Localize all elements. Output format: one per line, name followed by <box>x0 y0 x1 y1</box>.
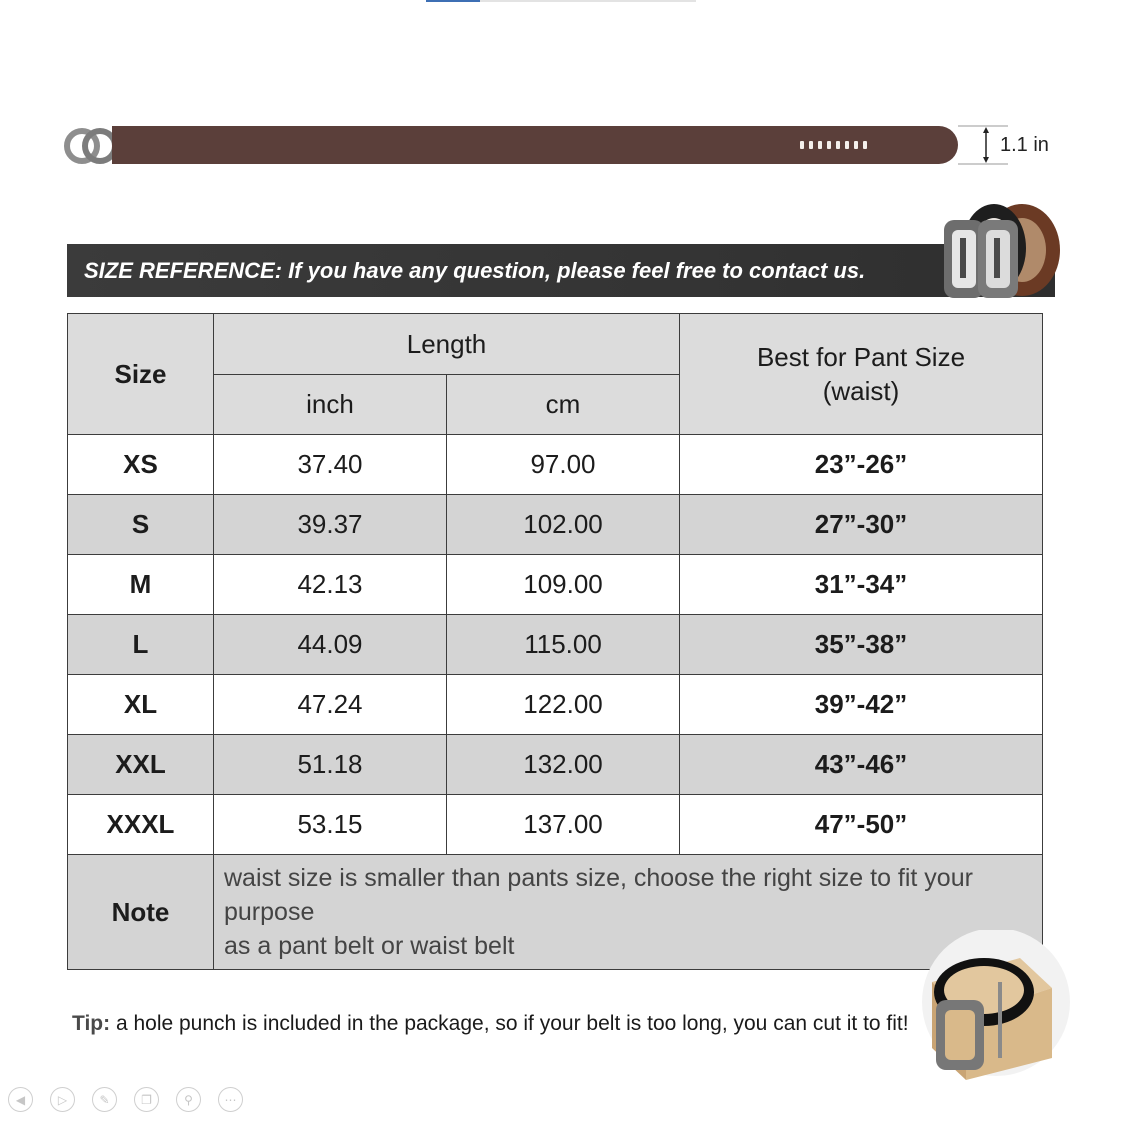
inch-cell: 42.13 <box>214 555 447 615</box>
inch-cell: 51.18 <box>214 735 447 795</box>
size-cell: XXL <box>68 735 214 795</box>
more-icon[interactable]: ⋯ <box>218 1087 243 1112</box>
pant-size-cell: 27”-30” <box>680 495 1043 555</box>
pant-size-cell: 43”-46” <box>680 735 1043 795</box>
page-progress-bar <box>426 0 696 2</box>
belt-hole <box>863 141 867 149</box>
inch-cell: 47.24 <box>214 675 447 735</box>
pant-size-cell: 35”-38” <box>680 615 1043 675</box>
belt-hole <box>827 141 831 149</box>
size-cell: S <box>68 495 214 555</box>
pant-size-header-line2: (waist) <box>822 376 900 406</box>
belt-hole <box>809 141 813 149</box>
cm-header: cm <box>447 375 680 435</box>
belt-width-measure-icon <box>930 124 1010 166</box>
prev-icon[interactable]: ◀ <box>8 1087 33 1112</box>
table-row <box>68 735 1043 795</box>
table-row <box>68 555 1043 615</box>
size-cell: XS <box>68 435 214 495</box>
page-progress-fill <box>426 0 480 2</box>
size-chart-table <box>67 313 1043 970</box>
cm-cell: 122.00 <box>447 675 680 735</box>
pant-size-cell: 23”-26” <box>680 435 1043 495</box>
table-row <box>68 675 1043 735</box>
cm-cell: 137.00 <box>447 795 680 855</box>
pant-size-header <box>680 314 1043 435</box>
zoom-icon[interactable]: ⚲ <box>176 1087 201 1112</box>
cm-cell: 97.00 <box>447 435 680 495</box>
cm-cell: 115.00 <box>447 615 680 675</box>
size-header: Size <box>68 314 214 435</box>
tip-body: a hole punch is included in the package, so if your belt is too long, you can cut it to fit! <box>110 1012 909 1035</box>
belt-hole <box>836 141 840 149</box>
belt-hole <box>845 141 849 149</box>
pant-size-cell: 31”-34” <box>680 555 1043 615</box>
size-cell: XL <box>68 675 214 735</box>
table-row <box>68 495 1043 555</box>
boxed-belt-photo <box>912 930 1074 1080</box>
cm-cell: 109.00 <box>447 555 680 615</box>
banner-text: SIZE REFERENCE: If you have any question, please feel free to contact us. <box>84 258 866 283</box>
length-header: Length <box>214 314 680 375</box>
size-cell: M <box>68 555 214 615</box>
pant-size-header-line1: Best for Pant Size <box>756 342 966 372</box>
inch-cell: 53.15 <box>214 795 447 855</box>
table-row <box>68 435 1043 495</box>
belt-holes <box>800 141 867 149</box>
cm-cell: 102.00 <box>447 495 680 555</box>
belt-hole <box>800 141 804 149</box>
belt-hole <box>854 141 858 149</box>
note-text-line2: as a pant belt or waist belt <box>224 932 515 960</box>
note-row <box>68 855 1043 970</box>
next-icon[interactable]: ▷ <box>50 1087 75 1112</box>
copy-icon[interactable]: ❐ <box>134 1087 159 1112</box>
pen-icon[interactable]: ✎ <box>92 1087 117 1112</box>
note-text-line1: waist size is smaller than pants size, choose the right size to fit your purpose <box>224 864 973 926</box>
cm-cell: 132.00 <box>447 735 680 795</box>
viewer-toolbar <box>8 1087 243 1112</box>
size-reference-banner <box>67 244 1055 297</box>
belt-hole <box>818 141 822 149</box>
note-label: Note <box>68 855 214 970</box>
size-cell: L <box>68 615 214 675</box>
pant-size-cell: 39”-42” <box>680 675 1043 735</box>
inch-cell: 37.40 <box>214 435 447 495</box>
pant-size-cell: 47”-50” <box>680 795 1043 855</box>
inch-cell: 39.37 <box>214 495 447 555</box>
size-cell: XXXL <box>68 795 214 855</box>
inch-header: inch <box>214 375 447 435</box>
belt-width-label: 1.1 in <box>1000 134 1049 156</box>
tip-label: Tip: <box>72 1012 111 1035</box>
belt-buckle-photo <box>936 198 1066 306</box>
table-row <box>68 615 1043 675</box>
table-row <box>68 795 1043 855</box>
inch-cell: 44.09 <box>214 615 447 675</box>
tip-text <box>72 1012 909 1036</box>
